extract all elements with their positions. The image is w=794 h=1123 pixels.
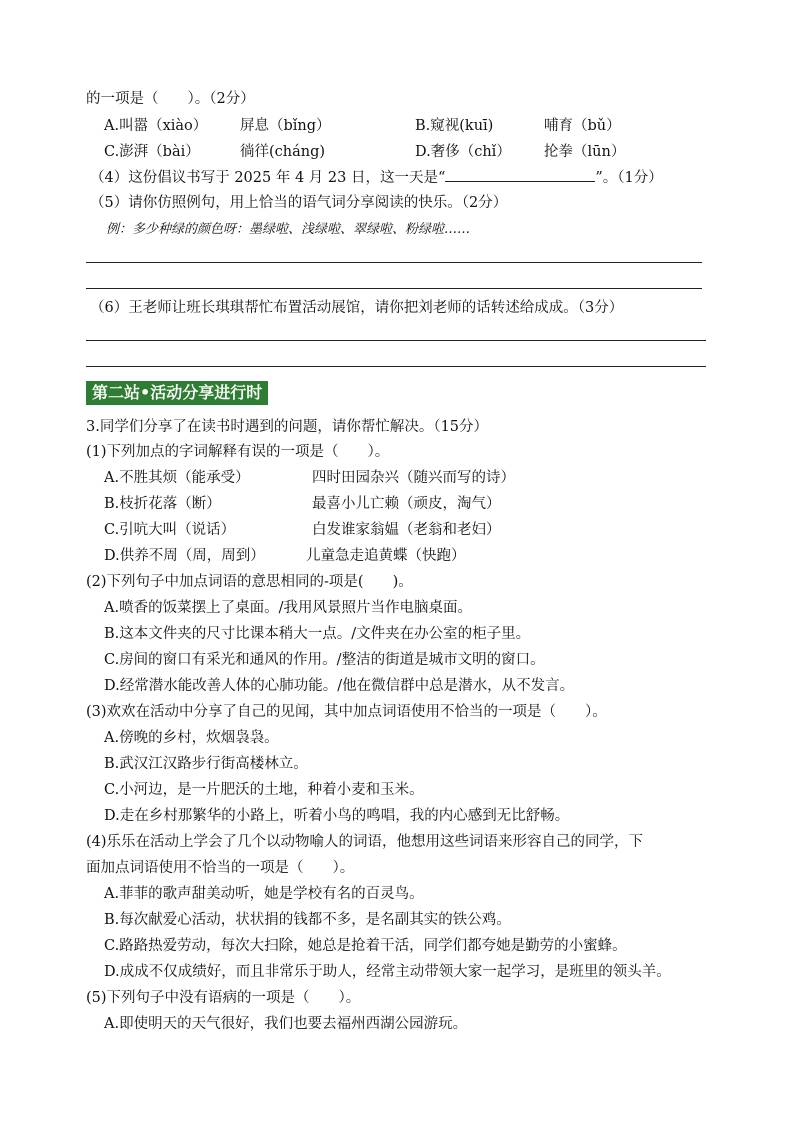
option-a: A.傍晚的乡村，炊烟袅袅。 bbox=[104, 730, 279, 746]
answer-line[interactable] bbox=[86, 262, 702, 263]
subquestion-4-continued: 面加点词语使用不恰当的一项是（ ）。 bbox=[86, 860, 355, 876]
option-d: D.成成不仅成绩好，而且非常乐于助人，经常主动带领大家一起学习，是班里的领头羊。 bbox=[104, 964, 671, 980]
section-banner: 第二站•活动分享进行时 bbox=[86, 381, 268, 405]
option-b: B.这本文件夹的尺寸比课本稍大一点。/文件夹在办公室的柜子里。 bbox=[104, 626, 531, 642]
option-c: C.引吭大叫（说话） bbox=[104, 522, 236, 538]
option-c-word2: 徜徉(cháng) bbox=[240, 144, 326, 160]
option-c-item2: 白发谁家翁媪（老翁和老妇） bbox=[312, 522, 501, 538]
option-b: B.每次献爱心活动，状状捐的钱都不多，是名副其实的铁公鸡。 bbox=[104, 912, 511, 928]
answer-line[interactable] bbox=[86, 288, 702, 289]
option-b: B.枝折花落（断） bbox=[104, 496, 221, 512]
option-d-word2: 抡拳（lūn） bbox=[544, 144, 626, 160]
subquestion-4: (4)乐乐在活动上学会了几个以动物喻人的词语，他想用这些词语来形容自己的同学，下 bbox=[86, 834, 644, 850]
option-c: C.小河边，是一片肥沃的土地，种着小麦和玉米。 bbox=[104, 782, 424, 798]
option-d: D.奢侈（chǐ） bbox=[415, 144, 511, 160]
example-sentence: 例：多少种绿的颜色呀：墨绿啦、浅绿啦、翠绿啦、粉绿啦…… bbox=[106, 222, 471, 237]
option-a: A.菲菲的歌声甜美动听，她是学校有名的百灵鸟。 bbox=[104, 886, 424, 902]
option-a: A.喷香的饭菜摆上了桌面。/我用风景照片当作电脑桌面。 bbox=[104, 600, 472, 616]
option-c: C.路路热爱劳动，每次大扫除，她总是抢着干活，同学们都夸她是勤劳的小蜜蜂。 bbox=[104, 938, 627, 954]
question-4-score: ”。（1分） bbox=[595, 170, 663, 186]
question-6: （6）王老师让班长琪琪帮忙布置活动展馆，请你把刘老师的话转述给成成。（3分） bbox=[90, 300, 624, 316]
option-a: A.不胜其烦（能承受） bbox=[104, 470, 250, 486]
subquestion-3: (3)欢欢在活动中分享了自己的见闻，其中加点词语使用不恰当的一项是（ ）。 bbox=[86, 704, 607, 720]
answer-blank[interactable] bbox=[445, 167, 595, 182]
option-c: C.澎湃（bài） bbox=[104, 144, 200, 160]
option-d: D.供养不周（周，周到） bbox=[104, 548, 265, 564]
option-a-item2: 四时田园杂兴（随兴而写的诗） bbox=[312, 470, 515, 486]
question-5: （5）请你仿照例句，用上恰当的语气词分享阅读的快乐。（2分） bbox=[90, 195, 508, 211]
subquestion-5: (5)下列句子中没有语病的一项是（ ）。 bbox=[86, 990, 361, 1006]
question-3: 3.同学们分享了在读书时遇到的问题，请你帮忙解决。（15分） bbox=[86, 419, 489, 435]
option-a-word2: 屏息（bǐng） bbox=[240, 118, 331, 134]
option-b: B.窥视(kuī) bbox=[415, 118, 494, 134]
question-stem-continued: 的一项是（ ）。（2分） bbox=[86, 91, 255, 107]
option-d-item2: 儿童急走追黄蝶（快跑） bbox=[306, 548, 466, 564]
option-d: D.走在乡村那繁华的小路上，听着小鸟的鸣唱，我的内心感到无比舒畅。 bbox=[104, 808, 570, 824]
subquestion-1: (1)下列加点的字词解释有误的一项是（ ）。 bbox=[86, 444, 390, 460]
answer-line[interactable] bbox=[86, 366, 706, 367]
option-a: A.即使明天的天气很好，我们也要去福州西湖公园游玩。 bbox=[104, 1016, 468, 1032]
option-b-word2: 哺育（bǔ） bbox=[544, 118, 621, 134]
option-b-item2: 最喜小儿亡赖（顽皮，淘气） bbox=[312, 496, 501, 512]
subquestion-2: (2)下列句子中加点词语的意思相同的-项是( )。 bbox=[86, 574, 413, 590]
option-b: B.武汉江汉路步行街高楼林立。 bbox=[104, 756, 308, 772]
question-4 bbox=[90, 167, 663, 188]
question-4-text: （4）这份倡议书写于 2025 年 4 月 23 日，这一天是“ bbox=[90, 170, 446, 186]
option-d: D.经常潜水能改善人体的心肺功能。/他在微信群中总是潜水，从不发言。 bbox=[104, 678, 575, 694]
answer-line[interactable] bbox=[86, 340, 706, 341]
option-c: C.房间的窗口有采光和通风的作用。/整洁的街道是城市文明的窗口。 bbox=[104, 652, 545, 668]
option-a: A.叫嚣（xiào） bbox=[104, 118, 208, 134]
